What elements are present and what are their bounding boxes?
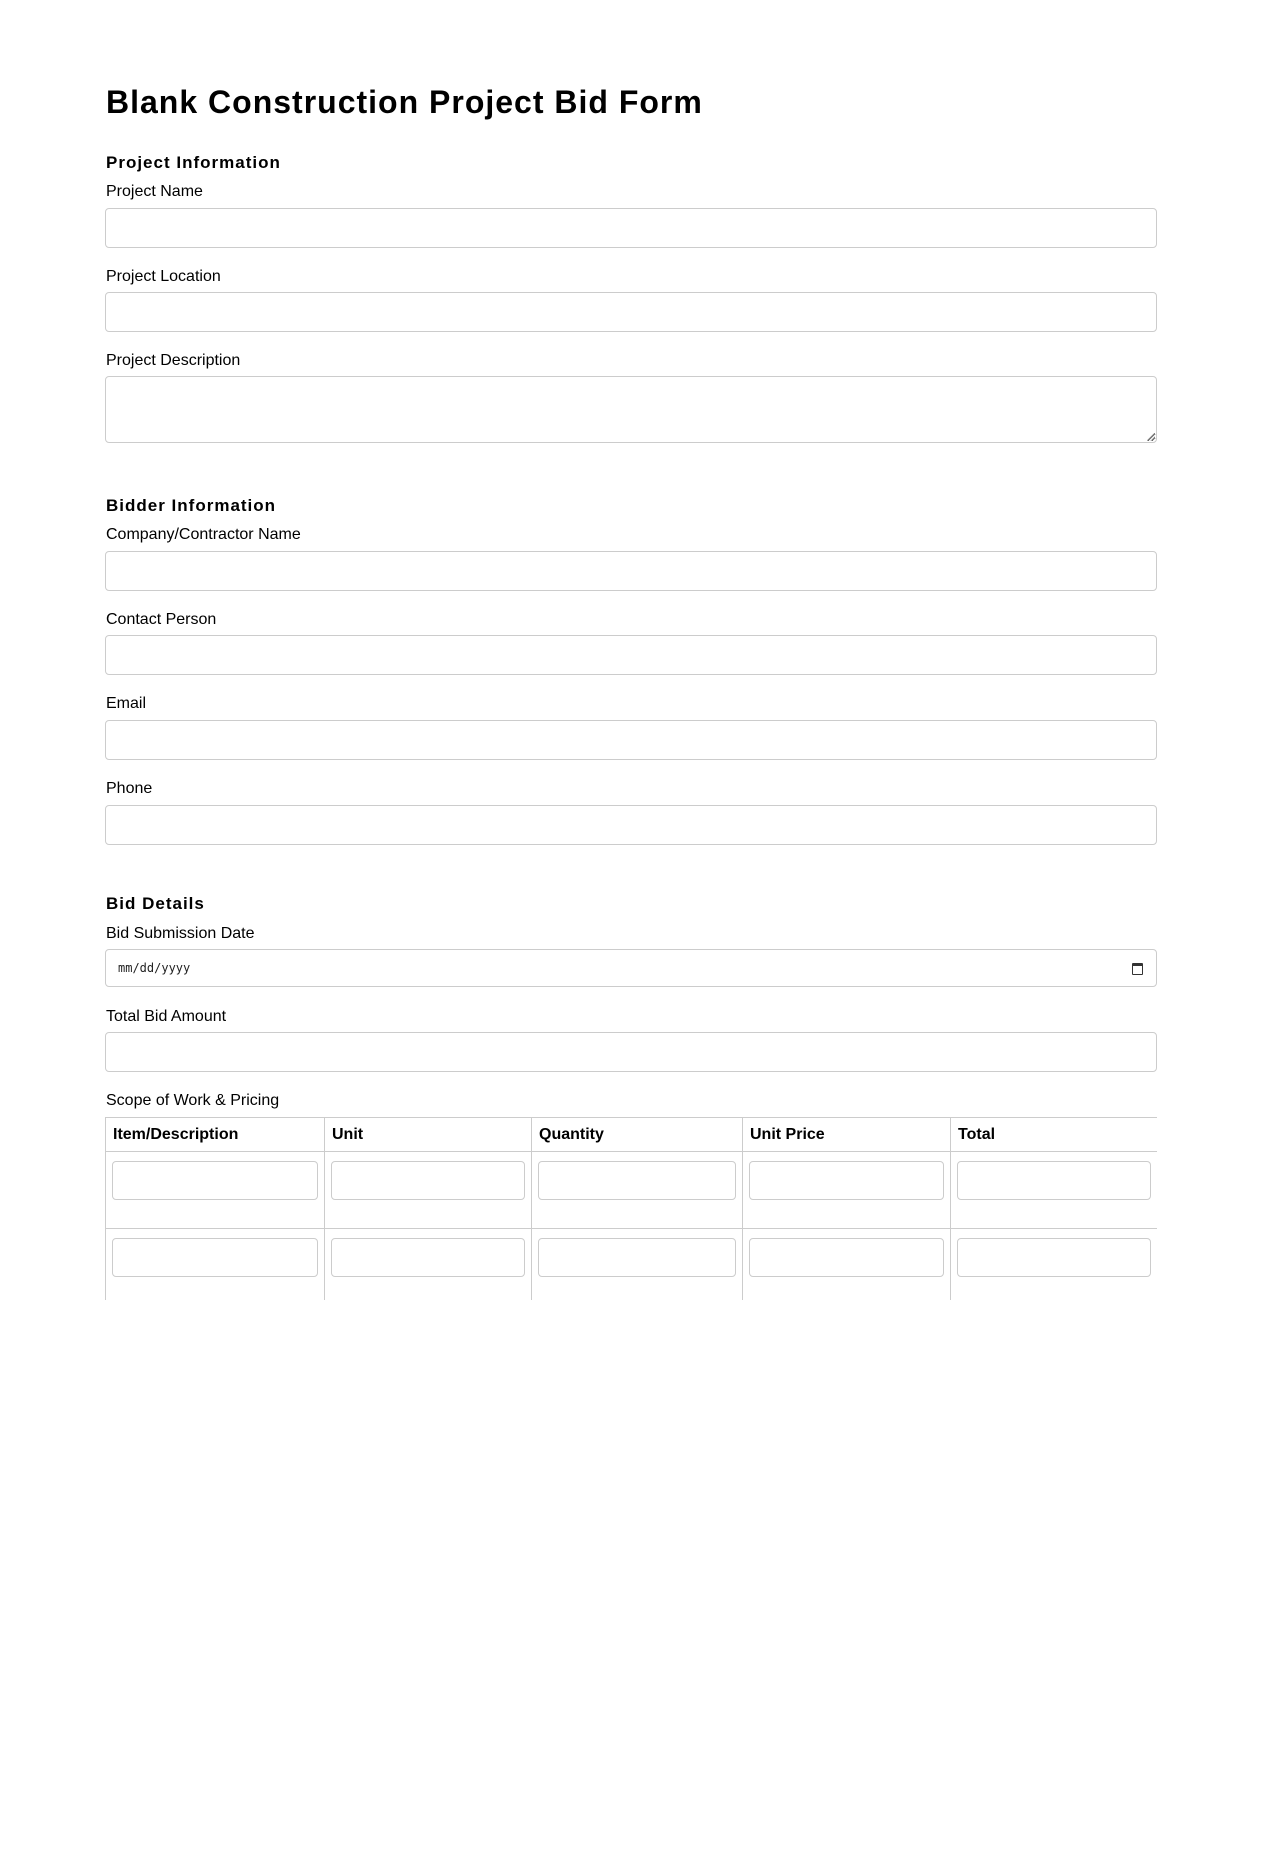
- project-location-label: Project Location: [106, 268, 221, 285]
- phone-input[interactable]: [105, 805, 1157, 845]
- column-header-total: Total: [951, 1118, 1158, 1152]
- project-description-label: Project Description: [106, 352, 241, 369]
- scope-of-work-table: [105, 1117, 1157, 1300]
- unit-input[interactable]: [331, 1238, 525, 1277]
- table-header-row: [106, 1118, 1158, 1152]
- table-cell: [106, 1152, 325, 1229]
- line-total-input[interactable]: [957, 1161, 1151, 1200]
- project-location-input[interactable]: [105, 292, 1157, 332]
- bid-date-placeholder: mm/dd/yyyy: [118, 961, 191, 975]
- bid-form-page: [105, 0, 1157, 1300]
- table-cell: [325, 1152, 532, 1229]
- table-row: [106, 1229, 1158, 1301]
- table-cell: [951, 1229, 1158, 1301]
- email-label: Email: [106, 695, 147, 712]
- table-cell: [743, 1229, 951, 1301]
- contact-person-input[interactable]: [105, 635, 1157, 675]
- company-name-input[interactable]: [105, 551, 1157, 591]
- company-name-label: Company/Contractor Name: [106, 526, 301, 543]
- unit-price-input[interactable]: [749, 1238, 944, 1277]
- column-header-unit: Unit: [325, 1118, 532, 1152]
- phone-label: Phone: [106, 780, 153, 797]
- table-cell: [743, 1152, 951, 1229]
- table-cell: [325, 1229, 532, 1301]
- item-description-input[interactable]: [112, 1161, 318, 1200]
- line-total-input[interactable]: [957, 1238, 1151, 1277]
- email-input[interactable]: [105, 720, 1157, 760]
- unit-price-input[interactable]: [749, 1161, 944, 1200]
- item-description-input[interactable]: [112, 1238, 318, 1277]
- table-row: [106, 1152, 1158, 1229]
- project-description-wrapper: [105, 376, 1157, 443]
- bid-date-label: Bid Submission Date: [106, 925, 255, 942]
- table-cell: [532, 1152, 743, 1229]
- table-cell: [532, 1229, 743, 1301]
- page-title: Blank Construction Project Bid Form: [106, 84, 703, 120]
- section-heading-bid-details: Bid Details: [106, 894, 205, 913]
- contact-person-label: Contact Person: [106, 611, 217, 628]
- column-header-unit-price: Unit Price: [743, 1118, 951, 1152]
- table-cell: [106, 1229, 325, 1301]
- section-heading-bidder-information: Bidder Information: [106, 496, 277, 515]
- column-header-item-description: Item/Description: [106, 1118, 325, 1152]
- project-name-label: Project Name: [106, 183, 203, 200]
- unit-input[interactable]: [331, 1161, 525, 1200]
- table-cell: [951, 1152, 1158, 1229]
- calendar-icon[interactable]: [1132, 963, 1143, 975]
- bid-date-input[interactable]: [105, 949, 1157, 987]
- scope-of-work-label: Scope of Work & Pricing: [106, 1092, 280, 1109]
- section-heading-project-information: Project Information: [106, 153, 281, 172]
- column-header-quantity: Quantity: [532, 1118, 743, 1152]
- project-description-textarea[interactable]: [105, 376, 1157, 443]
- quantity-input[interactable]: [538, 1238, 736, 1277]
- quantity-input[interactable]: [538, 1161, 736, 1200]
- project-name-input[interactable]: [105, 208, 1157, 248]
- total-bid-amount-input[interactable]: [105, 1032, 1157, 1072]
- total-bid-amount-label: Total Bid Amount: [106, 1008, 227, 1025]
